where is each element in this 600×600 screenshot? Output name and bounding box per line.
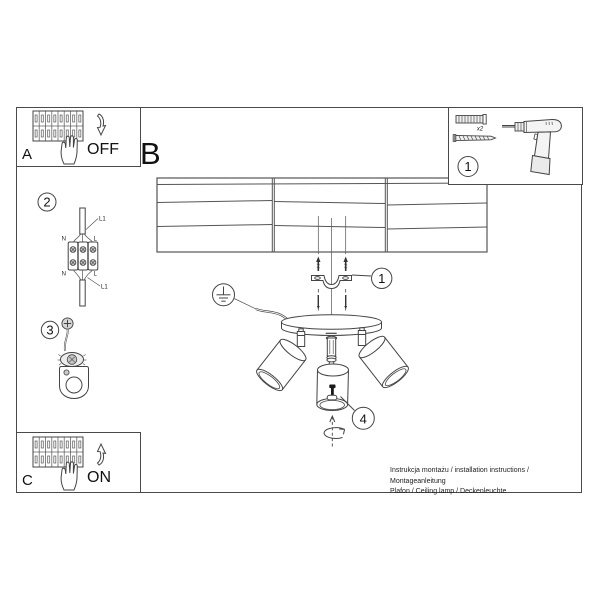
section-b-label: B	[140, 136, 161, 171]
wire-label-l-top: L	[93, 236, 97, 243]
step-4-number: 4	[359, 411, 367, 427]
wire-label-n-top: N	[61, 236, 66, 243]
terminal-block-diagram	[38, 193, 108, 306]
fuse-box-icon	[33, 111, 83, 141]
fuse-box-icon	[33, 437, 83, 467]
wire-label-n-bottom: N	[61, 271, 66, 278]
wall-plug-icon	[456, 115, 486, 125]
title-line-1: Instrukcja montażu / installation instructions / Montageanleitung	[390, 467, 529, 485]
ground-symbol-icon	[213, 284, 257, 309]
right-spot-arm	[358, 328, 365, 346]
tools-panel	[448, 107, 583, 185]
panel-a-label: A	[22, 146, 33, 163]
power-on-panel	[16, 432, 141, 493]
ground-clamp	[58, 353, 87, 367]
canopy	[282, 315, 382, 336]
step-1-number: 1	[464, 159, 472, 174]
cable-bottom	[80, 280, 85, 306]
plate-hole	[66, 377, 82, 393]
fuse-box-on-drawing	[17, 433, 140, 492]
screw-icon	[453, 135, 495, 142]
ceiling-panels	[157, 178, 487, 252]
wire-label-l1-top: L1	[99, 216, 106, 223]
left-spot-arm	[297, 329, 304, 347]
title-line-2: Plafon / Ceiling lamp / Deckenleuchte	[390, 488, 507, 495]
wire-label-l1-bottom: L1	[101, 284, 108, 291]
installation-diagram	[150, 175, 510, 460]
earth-screw-icon	[62, 318, 73, 329]
key-slot	[327, 395, 337, 400]
on-label: ON	[87, 469, 111, 486]
power-off-panel	[16, 107, 141, 167]
wire-label-l-bottom: L	[93, 271, 97, 278]
plate-screw	[64, 370, 69, 375]
callout-line	[352, 275, 371, 276]
arrow-down-icon	[98, 114, 106, 135]
center-spot-arm	[326, 333, 337, 366]
wiring-and-ground-steps	[30, 185, 120, 405]
step-2-number: 2	[43, 194, 51, 210]
anchor-qty-label: x2	[476, 126, 484, 133]
tools-drawing	[449, 108, 582, 184]
step-3-number: 3	[46, 322, 54, 338]
fuse-box-off-drawing	[17, 108, 140, 166]
arrow-up-icon	[98, 444, 106, 465]
step-1-number: 1	[378, 270, 386, 286]
cable-top	[80, 208, 85, 234]
document-title	[390, 466, 582, 498]
screw-projection-lines	[317, 289, 347, 311]
panel-c-label: C	[22, 472, 33, 489]
earth-terminal-diagram	[41, 318, 88, 399]
rotation-arrow-icon	[324, 416, 345, 447]
guide-lines-icon	[318, 216, 345, 315]
mounting-screws-icon	[316, 257, 348, 272]
center-spotlight	[317, 364, 349, 411]
off-label: OFF	[87, 141, 119, 158]
drill-icon	[502, 119, 561, 174]
